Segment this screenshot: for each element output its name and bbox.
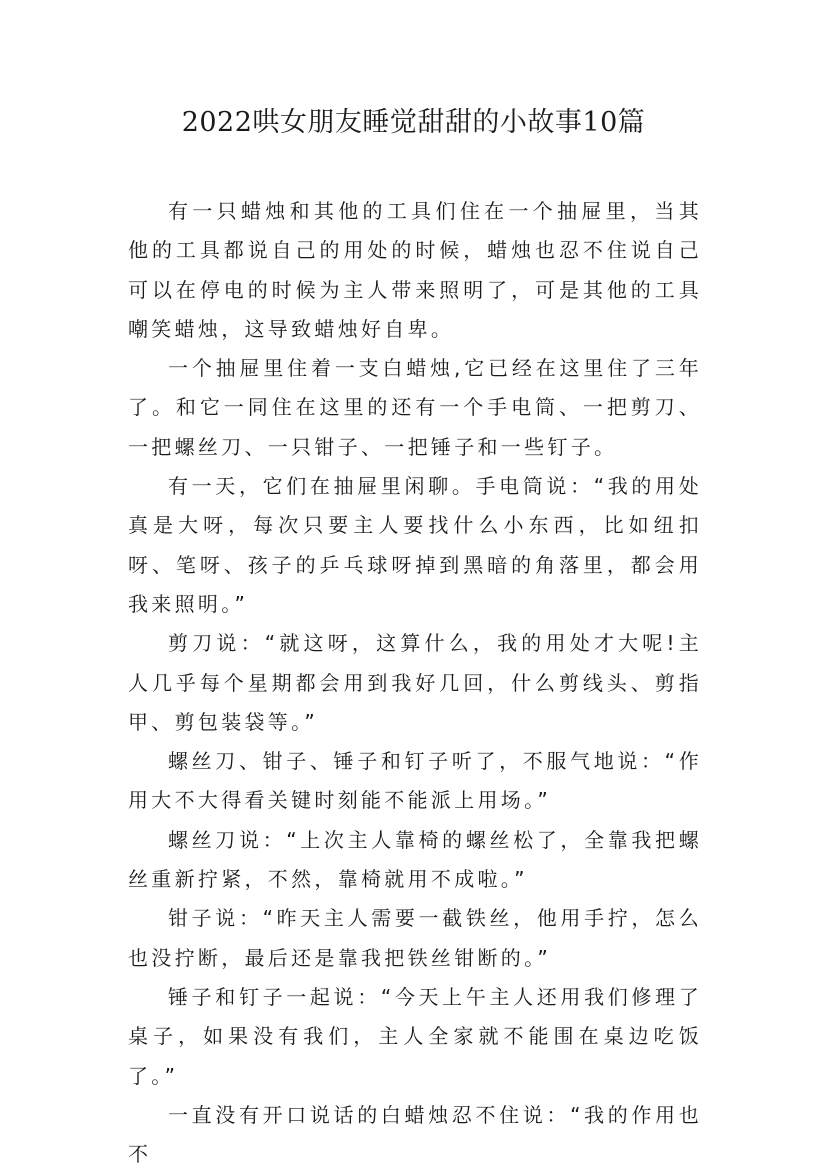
document-body — [128, 192, 702, 1174]
paragraph: 一个抽屉里住着一支白蜡烛,它已经在这里住了三年了。和它一同住在这里的还有一个手电筒、一把剪刀、一把螺丝刀、一只钳子、一把锤子和一些钉子。 — [128, 356, 702, 459]
paragraph: 钳子说：“昨天主人需要一截铁丝，他用手拧，怎么也没拧断，最后还是靠我把铁丝钳断的。” — [128, 906, 702, 970]
paragraph: 剪刀说：“就这呀，这算什么，我的用处才大呢!主人几乎每个星期都会用到我好几回，什么剪线头、剪指甲、剪包装袋等。” — [128, 631, 702, 734]
paragraph: 锤子和钉子一起说：“今天上午主人还用我们修理了桌子，如果没有我们，主人全家就不能围在桌边吃饭了。” — [128, 984, 702, 1088]
paragraph: 一直没有开口说话的白蜡烛忍不住说：“我的作用也不 — [128, 1102, 702, 1167]
paragraph: 螺丝刀、钳子、锤子和钉子听了，不服气地说：“作用大不大得看关键时刻能不能派上用场。” — [128, 749, 702, 813]
paragraph: 螺丝刀说：“上次主人靠椅的螺丝松了，全靠我把螺丝重新拧紧，不然，靠椅就用不成啦。” — [128, 827, 702, 892]
paragraph: 有一只蜡烛和其他的工具们住在一个抽屉里，当其他的工具都说自己的用处的时候，蜡烛也忍不住说自己可以在停电的时候为主人带来照明了，可是其他的工具嘲笑蜡烛，这导致蜡烛好自卑。 — [128, 199, 702, 341]
paragraph: 有一天，它们在抽屉里闲聊。手电筒说：“我的用处真是大呀，每次只要主人要找什么小东西，比如纽扣呀、笔呀、孩子的乒乓球呀掉到黑暗的角落里，都会用我来照明。” — [128, 474, 702, 616]
document-title: 2022哄女朋友睡觉甜甜的小故事10篇 — [181, 107, 646, 138]
